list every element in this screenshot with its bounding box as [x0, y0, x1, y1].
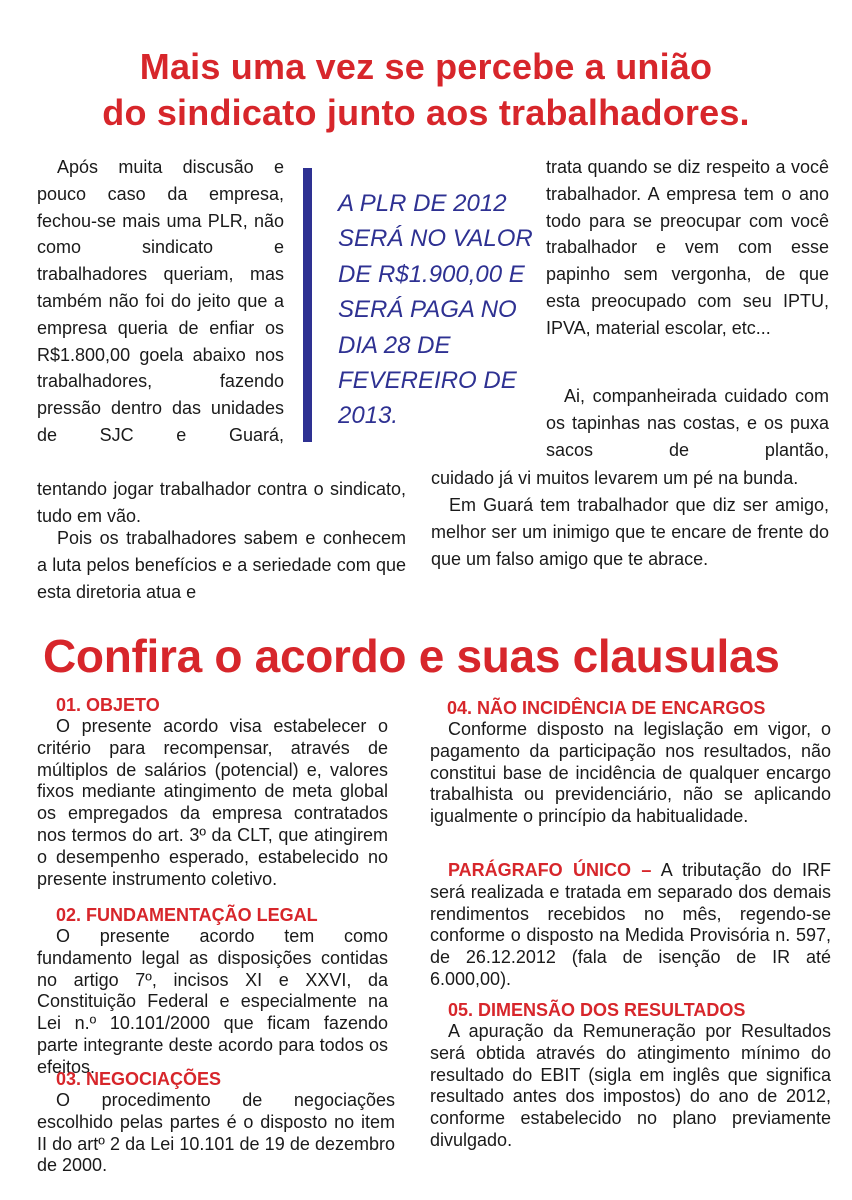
section-body: O presente acordo visa estabelecer o critério para recompensar, através de múltiplos de salários (potencial) e, valores fixos mediante atingimento de meta global os empregados da empresa contratados nos termos do art. 3º da CLT, que atingirem o desempenho esperado, estabelecido no presente instrumento coletivo.	[37, 716, 388, 889]
plr-callout	[338, 186, 538, 434]
intro-col2-paragraph-3: Em Guará tem trabalhador que diz ser amigo, melhor ser um inimigo que te encare de frente do que um falso amigo que te abrace.	[431, 495, 829, 569]
section-title: 04. NÃO INCIDÊNCIA DE ENCARGOS	[447, 698, 766, 718]
paragrafo-unico	[430, 859, 831, 991]
intro-col1-wide-paragraph: tentando jogar trabalhador contra o sindicato, tudo em vão.	[37, 479, 406, 526]
plr-callout-line: FEVEREIRO DE	[338, 367, 517, 395]
intro-col2-wide-line: cuidado já vi muitos levarem um pé na bunda.	[431, 468, 799, 488]
plr-callout-line: A PLR DE 2012	[338, 190, 507, 217]
plr-callout-line: 2013.	[338, 402, 399, 430]
plr-callout-line: SERÁ NO VALOR	[338, 225, 533, 253]
headline-line-1: Mais uma vez se percebe a união	[139, 46, 713, 87]
intro-col1-paragraph: Após muita discusão e pouco caso da empresa, fechou-se mais uma PLR, não como sindicato e trabalhadores queriam, mas também não foi do jeito que a empresa queria de enfiar os R$1.800,00 goela abaixo nos trabalhadores, fazendo pressão dentro das unidades de SJC e Guará,	[37, 157, 284, 445]
section-title: 05. DIMENSÃO DOS RESULTADOS	[448, 1000, 746, 1020]
section-body: Conforme disposto na legislação em vigor, o pagamento da participação nos resultados, não constitui base de incidência de qualquer encargo trabalhista ou previdenciário, não se aplicando igualmente o princípio da habitualidade.	[430, 719, 831, 827]
callout-accent-bar	[303, 168, 312, 442]
intro-col2-paragraph: trata quando se diz respeito a você trabalhador. A empresa tem o ano todo para se preocupar com você trabalhador e vem com esse papinho sem vergonha, de que esta preocupado com seu IPTU, IPVA, material escolar, etc...	[546, 157, 829, 338]
section-title: 01. OBJETO	[56, 695, 160, 715]
intro-col1-paragraph-2: Pois os trabalhadores sabem e conhecem a luta pelos benefícios e a seriedade com que esta diretoria atua e	[37, 528, 406, 602]
plr-callout-line: DE R$1.900,00 E	[338, 260, 525, 288]
intro-col2-paragraph-2: Ai, companheirada cuidado com os tapinhas nas costas, e os puxa sacos de plantão,	[546, 386, 829, 460]
section-body: O procedimento de negociações escolhido pelas partes é o disposto no item II do artº 2 da Lei 10.101 de 19 de dezembro de 2000.	[37, 1090, 395, 1176]
headline	[0, 44, 852, 136]
section-body: A apuração da Remuneração por Resultados será obtida através do atingimento mínimo do resultado do EBIT (sigla em inglês que significa resultado antes dos impostos) do ano de 2012, conforme estabelecido no plano previamente divulgado.	[430, 1021, 831, 1150]
paragrafo-unico-text: A tributação do IRF será realizada e tratada em separado dos demais rendimentos recebidos no mês, regendo-se conforme o disposto na Medida Provisória n. 597, de 26.12.2012 (fala de isenção de IR até 6.000,00).	[430, 860, 831, 989]
plr-callout-line: SERÁ PAGA NO	[338, 296, 517, 324]
paragrafo-unico-title: PARÁGRAFO ÚNICO –	[448, 860, 652, 880]
plr-callout-line: DIA 28 DE	[338, 331, 451, 359]
section-body: O presente acordo tem como fundamento legal as disposições contidas no artigo 7º, incisos XI e XXVI, da Constituição Federal e especialmente na Lei n.º 10.101/2000 que ficam fazendo parte integrante deste acordo para todos os efeitos.	[37, 926, 388, 1077]
agreement-heading: Confira o acordo e suas clausulas	[43, 630, 780, 682]
section-title: 03. NEGOCIAÇÕES	[56, 1069, 222, 1089]
headline-line-2: do sindicato junto aos trabalhadores.	[102, 92, 750, 133]
section-title: 02. FUNDAMENTAÇÃO LEGAL	[56, 905, 318, 925]
